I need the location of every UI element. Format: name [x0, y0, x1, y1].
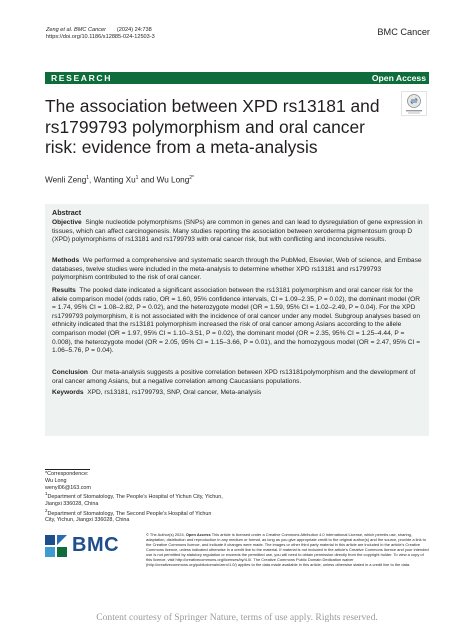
bmc-logo — [45, 533, 131, 559]
author-list — [45, 175, 194, 185]
open-access-label: Open Access — [371, 73, 426, 83]
correspondence-name: Wu Long — [45, 477, 67, 484]
section-label: Results — [52, 287, 76, 294]
abstract-objective — [52, 219, 424, 245]
section-label: Keywords — [52, 389, 84, 396]
section-text: Single nucleotide polymorphisms (SNPs) are common in genes and can lead to dysregulation of gene expression in tissues, which can affect carcinogenesis. Many studies reporting the association between xeroderma pigmentosum group D (XPD) polymorphisms of rs13181 and rs1799793 with oral cancer risk, but with conflicting and inconclusive results. — [52, 219, 423, 244]
author-affiliation-marker: 2* — [189, 175, 194, 181]
section-label: Objective — [52, 219, 82, 226]
citation-volume: (2024) 24:738 — [116, 27, 152, 33]
author-separator: , — [89, 175, 94, 185]
author-separator: and — [138, 175, 157, 185]
abstract-methods — [52, 257, 424, 283]
article-citation — [46, 27, 155, 42]
affiliation-2-line-2: City, Yichun, Jiangxi 336028, China — [45, 517, 130, 524]
correspondence-note — [45, 471, 225, 524]
check-for-updates-icon[interactable] — [401, 91, 427, 116]
abstract-results — [52, 287, 424, 356]
citation-doi[interactable]: https://doi.org/10.1186/s12885-024-12503-3 — [46, 34, 155, 41]
affiliation-1-line-2: Jiangxi 336028, China — [45, 500, 99, 507]
article-type-band — [45, 72, 429, 84]
section-label: Methods — [52, 257, 80, 264]
article-type-label: RESEARCH — [51, 73, 113, 83]
footnote-divider — [45, 469, 90, 470]
section-text: We performed a comprehensive and systematic search through the PubMed, Elsevier, Web of science, and Embase databases, twelve studies were included in the meta-analysis to determine whether XPD rs13181 and rs1799793 polymorphism contributed to the risk of oral cancer. — [52, 257, 422, 282]
section-label: Conclusion — [52, 369, 88, 376]
correspondence-email[interactable]: wenyl06@163.com — [45, 484, 91, 491]
correspondence-label: *Correspondence: — [45, 471, 89, 477]
bmc-logo-text: BMC — [72, 534, 120, 556]
author-name[interactable]: Wanting Xu — [93, 175, 136, 185]
keywords-text: XPD, rs13181, rs1799793, SNP, Oral cancer, Meta-analysis — [87, 389, 262, 396]
author-name[interactable]: Wenli Zeng — [45, 175, 87, 185]
article-title: The association between XPD rs13181 and rs1799793 polymorphism and oral cancer risk: evidence from a meta-analysis — [45, 96, 380, 157]
citation-line-1 — [46, 27, 155, 34]
author-name[interactable]: Wu Long — [156, 175, 190, 185]
citation-journal: Zeng et al. BMC Cancer — [46, 27, 107, 33]
courtesy-notice: Content courtesy of Springer Nature, terms of use apply. Rights reserved. — [96, 612, 378, 623]
license-text: © The Author(s) 2024. Open Access This article is licensed under a Creative Commons Attribution 4.0 International License, which permits use, sharing, adaptation, distribution and reproduction in any medium or format, as long as you give appropriate credit to the original author(s) and the source, provide a link to the Creative Commons licence, and indicate if changes were made. The images or other third party material in this article are included in the article’s Creative Commons licence, unless indicated otherwise in a credit line to the material. If material is not included in the article’s Creative Commons licence and your intended use is not permitted by statutory regulation or exceeds the permitted use, you will need to obtain permission directly from the copyright holder. To view a copy of this licence, visit http://creativecommons.org/licenses/by/4.0/. The Creative Commons Public Domain Dedication waiver (http://creativecommons.org/publicdomain/zero/1.0/) applies to the data made available in this article, unless otherwise stated in a credit line to the data. — [146, 532, 429, 568]
affiliation-2: $^2$Department of Stomatology, The Second People’s Hospital of Yichun — [45, 507, 212, 517]
journal-name: BMC Cancer — [377, 27, 430, 37]
abstract-keywords — [52, 389, 424, 398]
section-text: The pooled date indicated a significant association between the rs13181 polymorphism and oral cancer risk for the allele comparison model (odds ratio, OR = 1.60, 95% confidence intervals, CI = 1.09–2.35, P = 0.02), the dominant model (OR = 1.74, 95% CI = 1.08–2.82, P = 0.02), and the heterozygote model (OR = 1.59, 95% CI = 1.02–2.49, P = 0.04). For the XPD rs1799793 polymorphism, it is not associated with the incidence of oral cancer under any model. Subgroup analyses based on ethnicity indicated that the rs13181 polymorphism increased the risk of oral cancer among Asians according to the allele comparison model (OR = 1.97, 95% CI = 1.10–3.51, P = 0.02), the dominant model (OR = 2.35, 95% CI = 1.25–4.44, P = 0.008), the heterozygote model (OR = 2.05, 95% CI = 1.15–3.66, P = 0.01), and the homozygous model (OR = 2.47, 95% CI = 1.06–5.76, P = 0.04). — [52, 287, 421, 355]
author-affiliation-marker: 1 — [86, 175, 90, 181]
abstract-conclusion — [52, 369, 424, 386]
affiliation-1: $^1$Department of Stomatology, The People’s Hospital of Yichun City, Yichun, — [45, 491, 223, 501]
section-text: Our meta-analysis suggests a positive correlation between XPD rs13181polymorphism and the development of oral cancer among Asians, but a negative correlation among Caucasians populations. — [52, 369, 416, 385]
abstract-heading: Abstract — [52, 208, 82, 217]
author-affiliation-marker: 1 — [135, 175, 139, 181]
